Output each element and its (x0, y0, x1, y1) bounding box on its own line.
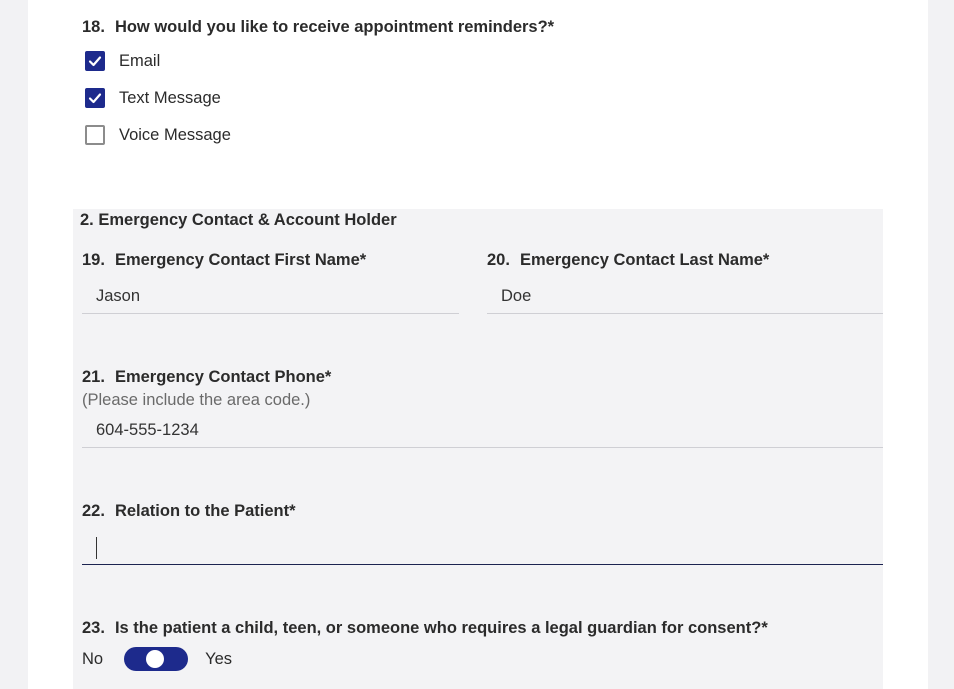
question-number: 20. (487, 251, 510, 269)
toggle-no-label: No (82, 649, 104, 668)
form-page (28, 0, 928, 689)
section-title: 2. Emergency Contact & Account Holder (80, 211, 397, 229)
checkbox-label: Voice Message (119, 125, 231, 144)
section-emergency-contact (73, 209, 883, 689)
question-22 (82, 502, 296, 521)
checkbox-label: Text Message (119, 88, 221, 107)
toggle-yes-label: Yes (205, 649, 233, 668)
input-value: Jason (96, 287, 141, 305)
relation-input[interactable] (82, 531, 883, 565)
checkbox-checked-icon[interactable] (85, 51, 105, 71)
checkbox-checked-icon[interactable] (85, 88, 105, 108)
checkbox-unchecked-icon[interactable] (85, 125, 105, 145)
input-value: 604-555-1234 (96, 421, 199, 439)
checkbox-label: Email (119, 51, 161, 70)
question-number: 23. (82, 619, 105, 637)
checkbox-voice-message[interactable] (85, 122, 231, 148)
question-20 (487, 251, 769, 270)
checkbox-email[interactable] (85, 48, 160, 74)
phone-input[interactable] (82, 414, 883, 448)
question-21 (82, 368, 331, 387)
question-label: Is the patient a child, teen, or someone who requires a legal guardian for consent?* (114, 619, 768, 637)
guardian-toggle[interactable] (124, 647, 188, 671)
last-name-input[interactable] (487, 280, 883, 314)
question-label: Emergency Contact Last Name* (519, 251, 770, 269)
question-label: Emergency Contact Phone* (114, 368, 332, 386)
question-number: 22. (82, 502, 105, 520)
phone-hint: (Please include the area code.) (82, 391, 311, 409)
question-18 (82, 18, 554, 37)
input-value: Doe (501, 287, 532, 305)
text-caret (96, 537, 97, 559)
checkbox-text-message[interactable] (85, 85, 221, 111)
question-label: Relation to the Patient* (114, 502, 296, 520)
first-name-input[interactable] (82, 280, 459, 314)
question-number: 21. (82, 368, 105, 386)
question-19 (82, 251, 366, 270)
toggle-knob[interactable] (146, 650, 164, 668)
question-label: How would you like to receive appointment reminders?* (114, 18, 555, 36)
question-label: Emergency Contact First Name* (114, 251, 367, 269)
question-number: 18. (82, 18, 105, 36)
question-number: 19. (82, 251, 105, 269)
guardian-toggle-row (82, 647, 232, 671)
question-23 (82, 619, 768, 638)
